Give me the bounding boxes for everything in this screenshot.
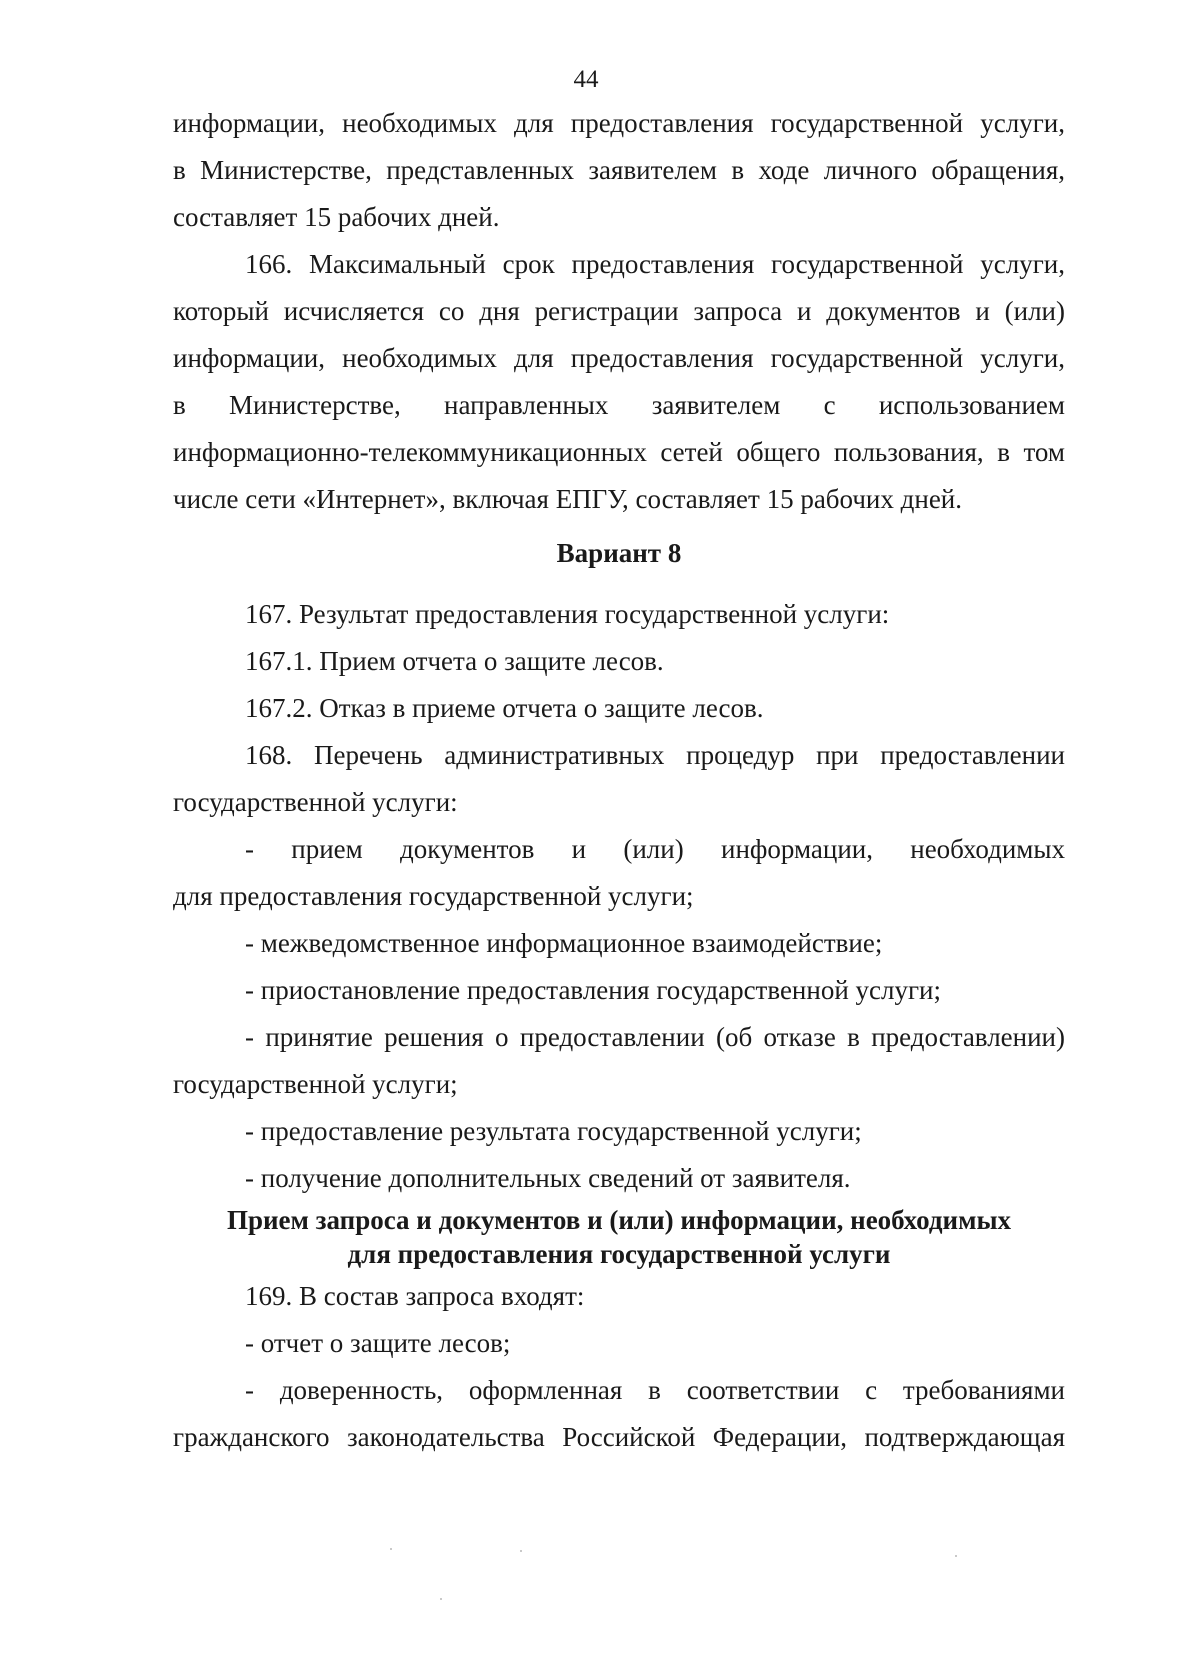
list-item: - отчет о защите лесов; <box>245 1328 511 1358</box>
scan-artifact <box>440 1598 442 1600</box>
paragraph-169 <box>173 1273 1065 1461</box>
list-item-continuation: для предоставления государственной услуги; <box>173 881 694 911</box>
text-line: в Министерстве, направленных заявителем с использованием <box>173 390 1065 420</box>
list-item: - межведомственное информационное взаимодействие; <box>245 928 883 958</box>
paragraph-166 <box>173 241 1065 523</box>
text-line: числе сети «Интернет», включая ЕПГУ, составляет 15 рабочих дней. <box>173 484 962 514</box>
scan-artifact <box>955 1555 957 1557</box>
text-line: государственной услуги: <box>173 787 458 817</box>
text-line: информации, необходимых для предоставления государственной услуги, <box>173 108 1065 138</box>
list-item: - получение дополнительных сведений от заявителя. <box>245 1163 851 1193</box>
text-line: 166. Максимальный срок предоставления государственной услуги, <box>245 249 1065 279</box>
list-item-continuation: гражданского законодательства Российской Федерации, подтверждающая <box>173 1422 1065 1452</box>
list-item: - принятие решения о предоставлении (об отказе в предоставлении) <box>245 1022 1065 1052</box>
list-item: - приостановление предоставления государственной услуги; <box>245 975 942 1005</box>
section-heading-line: для предоставления государственной услуги <box>347 1239 891 1269</box>
section-heading-line: Прием запроса и документов и (или) информации, необходимых <box>226 1205 1012 1235</box>
paragraph-168 <box>173 732 1065 826</box>
paragraph-167 <box>173 591 1065 732</box>
page-number: 44 <box>573 66 599 93</box>
procedures-list <box>173 826 1065 1202</box>
list-item-continuation: государственной услуги; <box>173 1069 458 1099</box>
text-line: информационно-телекоммуникационных сетей общего пользования, в том <box>173 437 1065 467</box>
text-line: составляет 15 рабочих дней. <box>173 202 500 232</box>
section-heading <box>173 1203 1065 1271</box>
list-item: - прием документов и (или) информации, необходимых <box>245 834 1065 864</box>
text-line: в Министерстве, представленных заявителем в ходе личного обращения, <box>173 155 1065 185</box>
text-line: который исчисляется со дня регистрации запроса и документов и (или) <box>173 296 1065 326</box>
text-line: 167. Результат предоставления государственной услуги: <box>245 599 890 629</box>
scan-artifact <box>390 1548 392 1550</box>
list-item: - предоставление результата государственной услуги; <box>245 1116 862 1146</box>
variant-heading: Вариант 8 <box>556 538 682 568</box>
text-line: информации, необходимых для предоставления государственной услуги, <box>173 343 1065 373</box>
continuation-paragraph <box>173 100 1065 241</box>
text-line: 168. Перечень административных процедур при предоставлении <box>245 740 1065 770</box>
scan-artifact <box>520 1550 522 1552</box>
text-line: 169. В состав запроса входят: <box>245 1281 585 1311</box>
text-line: 167.2. Отказ в приеме отчета о защите лесов. <box>245 693 764 723</box>
variant-heading-block <box>173 530 1065 577</box>
text-line: 167.1. Прием отчета о защите лесов. <box>245 646 664 676</box>
list-item: - доверенность, оформленная в соответствии с требованиями <box>245 1375 1065 1405</box>
